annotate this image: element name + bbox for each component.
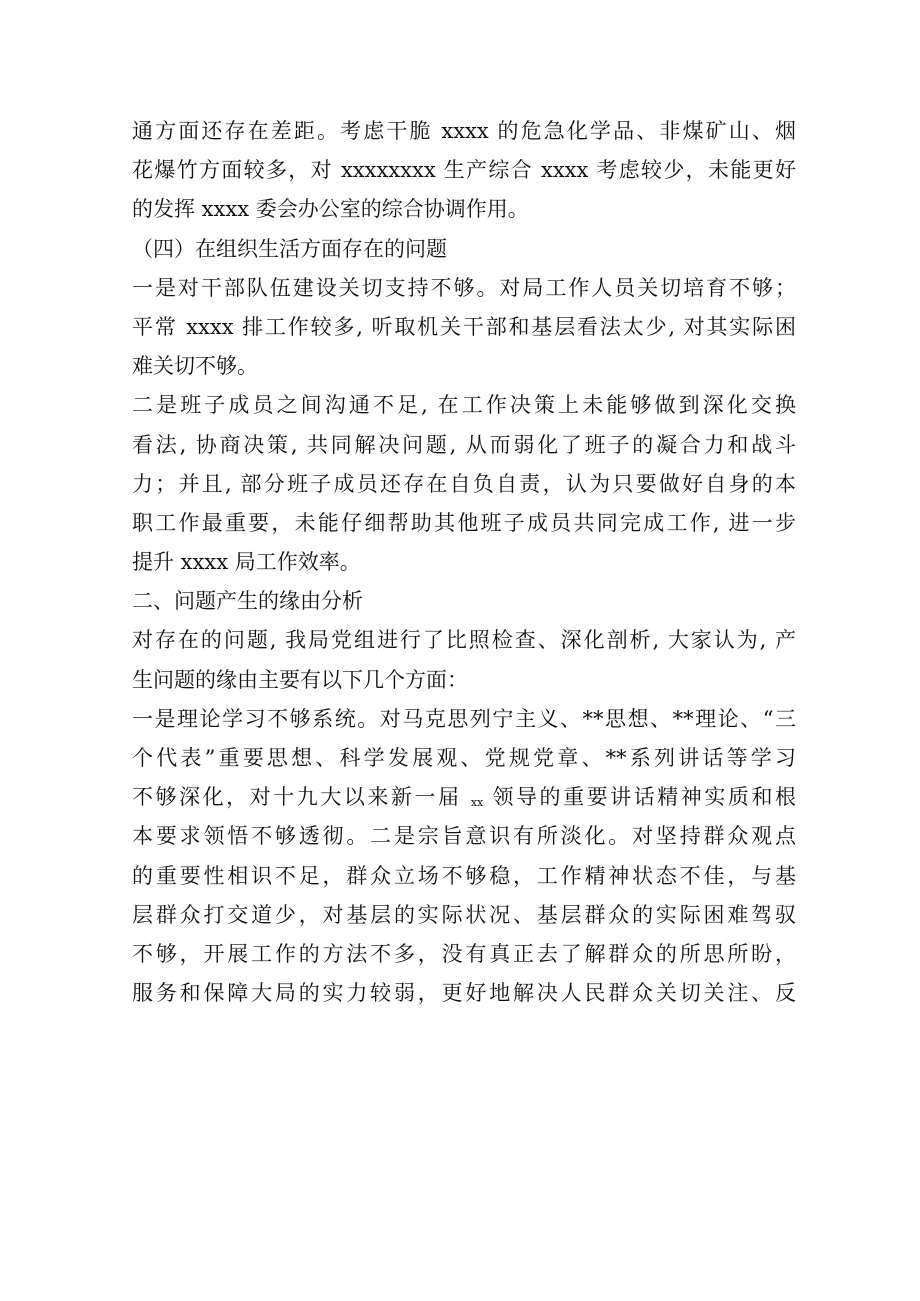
text-line: 个代表”重要思想、科学发展观、党规党章、**系列讲话等学习 — [132, 746, 796, 770]
text-line: 力；并且, 部分班子成员还存在自负自责，认为只要做好自身的本 — [132, 471, 796, 496]
paragraph-cadre-support — [132, 269, 796, 387]
section-heading-organization-life — [132, 230, 796, 269]
text-segment: 领导的重要讲话精神实质和根 — [483, 785, 796, 810]
text-line: 二是班子成员之间沟通不足, 在工作决策上未能够做到深化交换 — [132, 393, 796, 418]
text-line: 职工作最重要，未能仔细帮助其他班子成员共同完成工作, 进一步 — [132, 510, 796, 535]
text-line: 服务和保障大局的实力较弱，更好地解决人民群众关切关注、反 — [132, 981, 796, 1006]
text-line: 的发挥 xxxx 委会办公室的综合协调作用。 — [132, 197, 529, 222]
document-page — [132, 112, 796, 1013]
text-line: 对存在的问题, 我局党组进行了比照检查、深化剖析, 大家认为, 产 — [132, 628, 796, 653]
heading-line: （四）在组织生活方面存在的问题 — [132, 236, 447, 261]
text-line: 一是对干部队伍建设关切支持不够。对局工作人员关切培育不够； — [132, 275, 796, 300]
heading-line: 二、问题产生的缘由分析 — [132, 589, 363, 614]
paragraph-analysis-intro — [132, 621, 796, 699]
text-line: 提升 xxxx 局工作效率。 — [132, 550, 361, 575]
text-line: 生问题的缘由主要有以下几个方面： — [132, 667, 468, 692]
text-line: 难关切不够。 — [132, 354, 258, 379]
section-heading-cause-analysis — [132, 582, 796, 621]
text-line: 本要求领悟不够透彻。二是宗旨意识有所淡化。对坚持群众观点 — [132, 824, 796, 849]
text-line: 的重要性相识不足，群众立场不够稳，工作精神状态不佳，与基 — [132, 863, 796, 888]
text-line: 不够，开展工作的方法不多，没有真正去了解群众的所思所盼， — [132, 941, 796, 966]
text-segment: 不够深化，对十九大以来新一届 — [132, 785, 471, 810]
text-line: 平常 xxxx 排工作较多, 听取机关干部和基层看法太少, 对其实际困 — [132, 314, 796, 339]
paragraph-team-communication — [132, 386, 796, 582]
text-line: 一是理论学习不够系统。对马克思列宁主义、**思想、**理论、“三 — [132, 706, 796, 731]
text-line: 通方面还存在差距。考虑干脆 xxxx 的危急化学品、非煤矿山、烟 — [132, 119, 796, 143]
paragraph-theory-study — [132, 700, 796, 1014]
small-text-segment: xx — [470, 796, 484, 810]
text-line: 花爆竹方面较多，对 xxxxxxxx 生产综合 xxxx 考虑较少，未能更好 — [132, 158, 796, 183]
text-line: 看法, 协商决策, 共同解决问题, 从而弱化了班子的凝合力和战斗 — [132, 432, 796, 457]
text-line: 层群众打交道少，对基层的实际状况、基层群众的实际困难驾驭 — [132, 902, 796, 927]
paragraph-coordination — [132, 112, 796, 230]
text-line-with-small — [132, 778, 796, 817]
